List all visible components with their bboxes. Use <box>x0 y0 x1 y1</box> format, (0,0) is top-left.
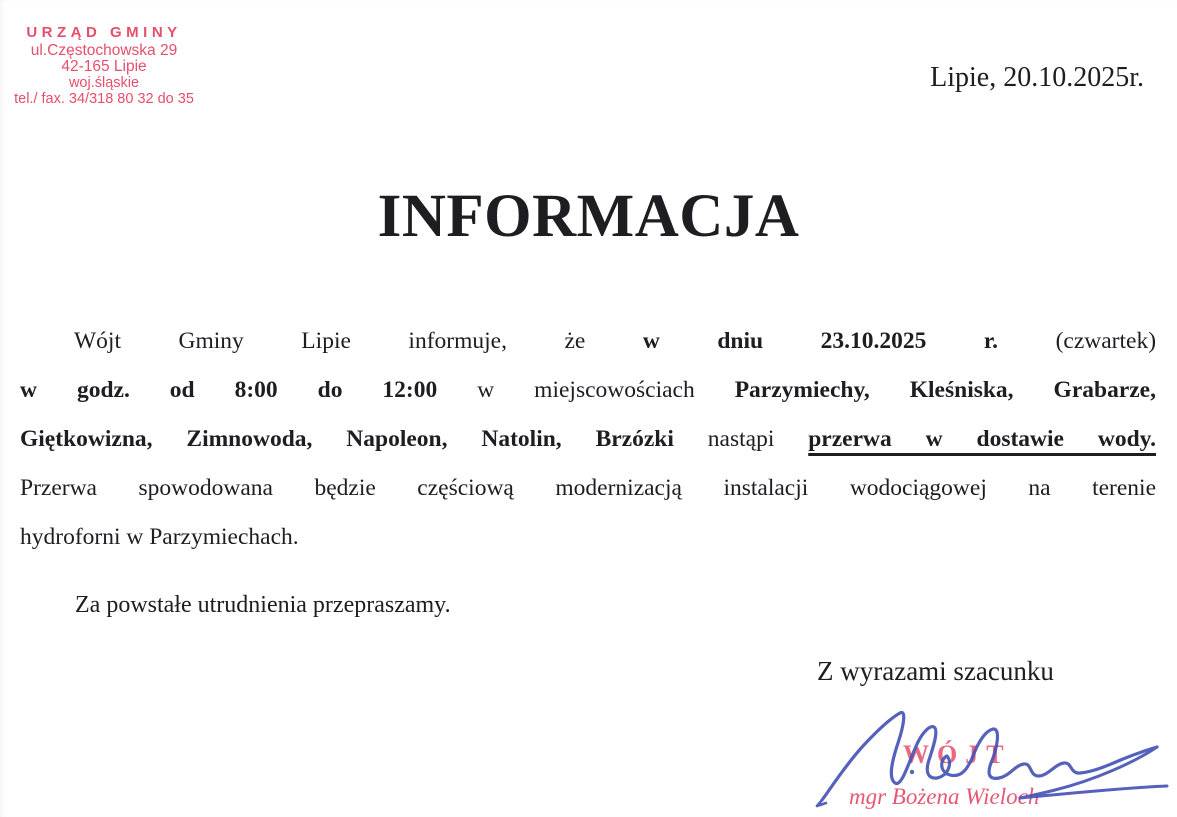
body-line: Przerwa spowodowana będzie częściową modernizacją instalacji wodociągowej na terenie <box>20 475 1156 501</box>
signature-block <box>815 700 1177 817</box>
letterhead-stamp <box>2 24 206 107</box>
body-line <box>20 415 1156 464</box>
apology-line: Za powstałe utrudnienia przepraszamy. <box>75 592 451 618</box>
body-bold-segment: w dniu 23.10.2025 r. <box>642 328 999 354</box>
body-line <box>20 366 1156 415</box>
handwritten-signature-ink <box>815 700 1177 817</box>
body-text-segment: (czwartek) <box>998 328 1157 354</box>
document-title: INFORMACJA <box>377 183 800 250</box>
body-text-segment: nastąpi <box>673 426 809 452</box>
body-line <box>20 317 1156 366</box>
salutation-line: Z wyrazami szacunku <box>817 656 1054 686</box>
wojt-stamp-title: WÓJT <box>903 740 1012 769</box>
date-line: Lipie, 20.10.2025r. <box>930 62 1144 93</box>
body-text-segment: Wójt Gminy Lipie informuje, że <box>74 328 643 354</box>
stamp-street: ul.Częstochowska 29 <box>30 42 178 59</box>
body-line: hydroforni w Parzymiechach. <box>20 524 299 550</box>
wojt-stamp-name: mgr Bożena Wieloch <box>849 784 1040 809</box>
stamp-postal-city: 42-165 Lipie <box>61 58 147 75</box>
body-text-segment: w miejscowościach <box>437 377 735 403</box>
body-bold-underline-segment: przerwa w dostawie wody. <box>808 426 1156 452</box>
stamp-voivodeship: woj.śląskie <box>68 75 140 91</box>
stamp-office-name: URZĄD GMINY <box>26 24 182 41</box>
body-paragraph <box>20 317 1156 562</box>
body-bold-segment: w godz. od 8:00 do 12:00 <box>20 377 438 403</box>
body-bold-segment: Parzymiechy, Kleśniska, Grabarze, <box>734 377 1156 403</box>
body-bold-segment: Giętkowizna, Zimnowoda, Napoleon, Natolin, Brzózki <box>20 426 674 452</box>
stamp-phone: tel./ fax. 34/318 80 32 do 35 <box>14 91 194 107</box>
